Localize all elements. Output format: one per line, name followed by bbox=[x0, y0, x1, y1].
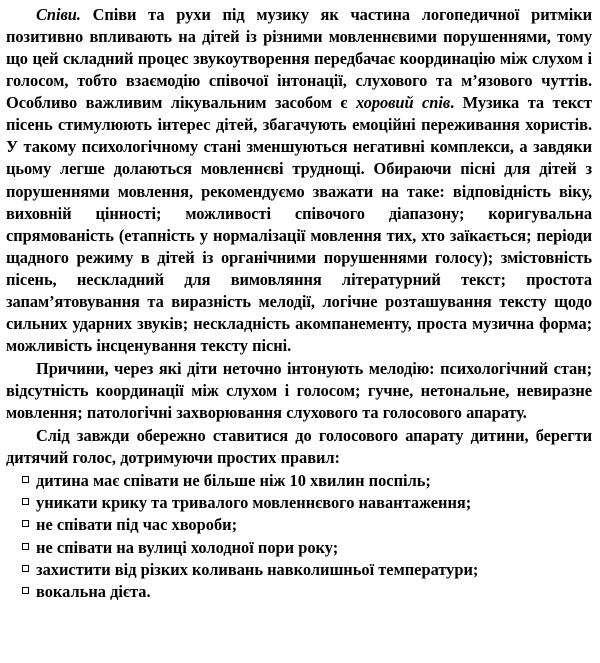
list-item-text: не співати на вулиці холодної пори року; bbox=[36, 537, 339, 557]
list-item-text: не співати під час хвороби; bbox=[36, 515, 238, 535]
square-bullet-icon bbox=[22, 565, 29, 572]
list-item bbox=[6, 470, 592, 492]
list-item-text: вокальна дієта. bbox=[36, 581, 151, 601]
rules-list bbox=[6, 470, 592, 602]
paragraph-prychyny-text: Причини, через які діти неточно інтонують мелодію: психологічний стан; відсутність координації між слухом і голосом; гучне, нетональне, невиразне мовлення; патологічні захворювання слухового та голосового апарату. bbox=[6, 359, 592, 423]
paragraph-rules-intro-text: Слід завжди обережно ставитися до голосового апарату дитини, берегти дитячий голос, дотримуючи простих правил: bbox=[6, 426, 592, 468]
list-item-text: захистити від різких коливань навколишньої температури; bbox=[36, 559, 479, 579]
paragraph-prychyny bbox=[6, 358, 592, 424]
emphasis-choral-singing: хоровий спів bbox=[355, 93, 451, 113]
list-item-text: дитина має співати не більше ніж 10 хвилин поспіль; bbox=[36, 471, 431, 491]
paragraph-lead-term: Співи. bbox=[36, 5, 81, 24]
square-bullet-icon bbox=[22, 587, 29, 594]
paragraph-body-part1: Співи та рухи під музику як частина логопедичної ритміки позитивно впливають на дітей із різними мовленнєвими порушеннями, тому що цей складний процес звукоутворення передбачає координацію між слухом і голосом, тобто взаємодію співочої інтонації, слухового та м’язового чуттів. Особливо важливим лікувальним засобом є bbox=[6, 5, 592, 113]
paragraph-spivy bbox=[6, 4, 592, 357]
list-item bbox=[6, 581, 592, 603]
paragraph-body-part2: . Музика та текст пісень стимулюють інтерес дітей, збагачують емоційні переживання хористів. У такому психологічному стані зменшуються негативні комплекси, а завдяки цьому легше долаються мовленнєві труднощі. Обираючи пісні для дітей з порушеннями мовлення, рекомендуємо зважати на таке: відповідність віку, виховній цінності; можливості співочого діапазону; коригувальна спрямованість (етапність у нормалізації мовлення тих, хто заїкається; періоди щадного режиму в дітей із органічними порушеннями голосу); змістовність пісень, нескладний для вимовляння літературний текст; простота запам’ятовування та виразність мелодії, логічне розташування тексту щодо сильних ударних звуків; нескладність акомпанементу, проста музична форма; можливість інсценування тексту пісні. bbox=[6, 93, 592, 355]
paragraph-rules-intro bbox=[6, 425, 592, 469]
list-item bbox=[6, 492, 592, 514]
square-bullet-icon bbox=[22, 498, 29, 505]
list-item bbox=[6, 559, 592, 581]
square-bullet-icon bbox=[22, 476, 29, 483]
list-item bbox=[6, 514, 592, 536]
list-item bbox=[6, 537, 592, 559]
list-item-text: уникати крику та тривалого мовленнєвого навантаження; bbox=[36, 493, 472, 513]
square-bullet-icon bbox=[22, 543, 29, 550]
square-bullet-icon bbox=[22, 520, 29, 527]
